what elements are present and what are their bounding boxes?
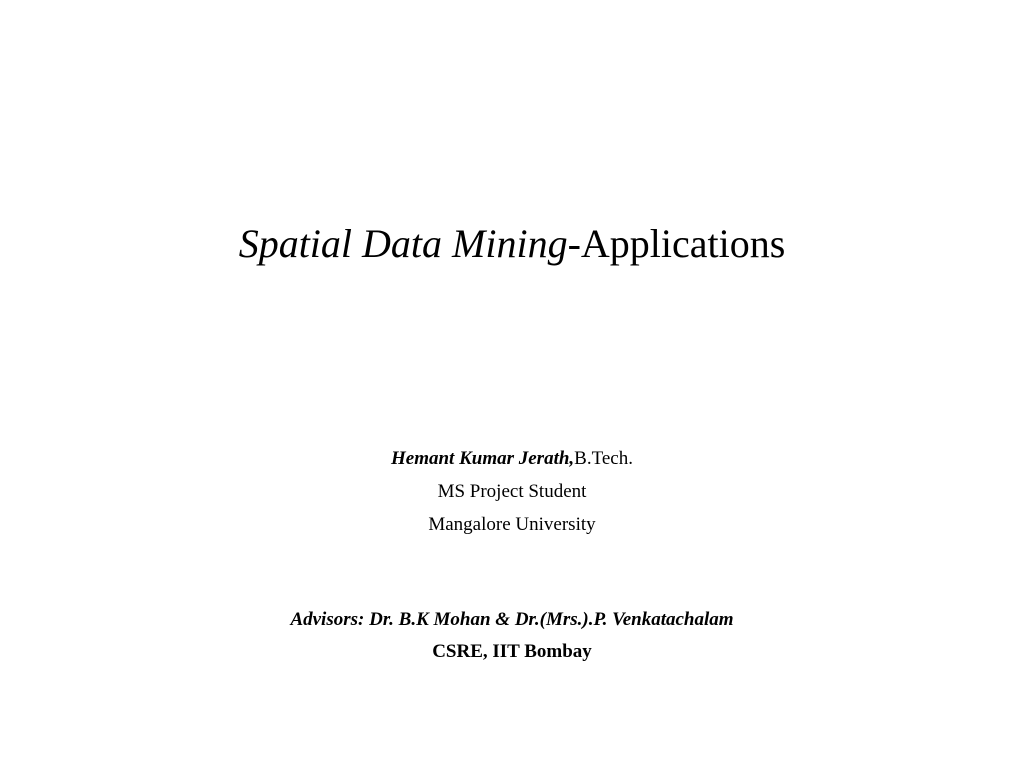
author-university: Mangalore University: [428, 514, 596, 535]
slide-title-regular: -Applications: [567, 221, 786, 266]
author-line: [0, 442, 1024, 475]
slide-title: [0, 218, 1024, 270]
institute-line: CSRE, IIT Bombay: [432, 641, 592, 662]
advisor-block: [0, 604, 1024, 668]
author-name: Hemant Kumar Jerath,: [391, 448, 575, 469]
slide-title-italic: Spatial Data Mining: [238, 221, 568, 266]
advisors-line: Advisors: Dr. B.K Mohan & Dr.(Mrs.).P. Venkatachalam: [290, 609, 734, 630]
author-block: [0, 442, 1024, 541]
author-role: MS Project Student: [437, 481, 587, 502]
author-degree: B.Tech.: [574, 448, 633, 469]
